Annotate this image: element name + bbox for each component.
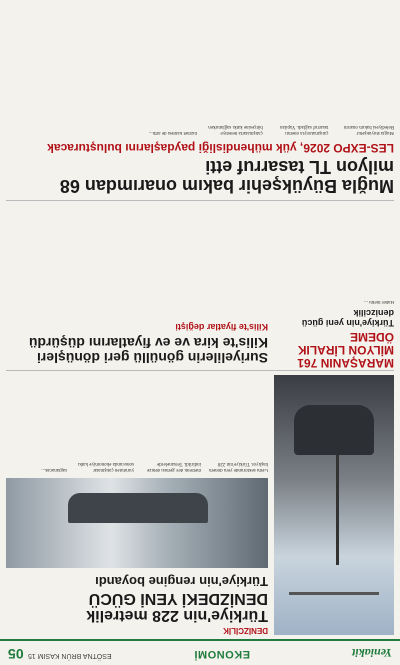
third-body: Muğla Büyükşehir Belediyesi bakım onarım çalışmalarıyla önemli tasarruf sağladı. Yapılan çalışmalarla belediye bütçesine katkı sağlanırken hizmet kalitesi de arttı... [148, 124, 394, 135]
crane-shape [289, 592, 379, 595]
left-subhead: Türkiye'nin yeni gücü denizcilik [301, 308, 394, 328]
boat-shape [294, 405, 374, 455]
section-title: EKONOMİ [193, 648, 250, 660]
main-subheadline: Türkiye'nin rengine boyandı [95, 574, 268, 589]
third-subhead: LES-EXPO 2026, yük mühendisliği paydaşlarını buluşturacak [47, 141, 394, 155]
left-body: Haber metni ... [364, 299, 394, 304]
page-number: 05 [8, 646, 24, 662]
ship-shape [68, 493, 208, 523]
third-article [6, 10, 394, 195]
second-headline: Suriyelilerin gönüllü geri dönüşleri Kilis'te kira ve ev fiyatlarını düşürdü [28, 335, 268, 366]
second-subhead: Kilis'te fiyatlar değişti [175, 322, 268, 332]
page-header [0, 639, 400, 665]
main-article [6, 352, 268, 635]
header-date: ESÖTNA BRÜN KASIM 15 [28, 652, 112, 659]
main-headline: Türkiye'nin 228 metrelik DENİZDEKİ YENİ GÜCÜ [86, 590, 268, 624]
ship-photo [274, 375, 394, 635]
main-body: Gemi sektöründe yeni dönem başlıyor. Türkiye'nin 228 metrelik dev gemisi denize indirildi. Tersanelerde yürütülen çalışmalar sonucunda ekonomiye katkı sağlanacak... [41, 461, 268, 472]
left-headline: MARAŞANIN 761 MİLYON LİRALIK ÖDEME [297, 330, 394, 370]
divider-1 [6, 370, 394, 371]
divider-2 [6, 200, 394, 201]
second-article [6, 322, 268, 365]
third-headline: Muğla Büyükşehir bakım onarımdan 68 milyon TL tasarruf etti [59, 157, 394, 196]
mast-shape [336, 445, 339, 565]
newspaper-logo: Yeniakit [351, 646, 392, 660]
main-photo [6, 478, 268, 568]
left-column [274, 164, 394, 635]
main-kicker: DENİZCİLİK [223, 626, 268, 635]
